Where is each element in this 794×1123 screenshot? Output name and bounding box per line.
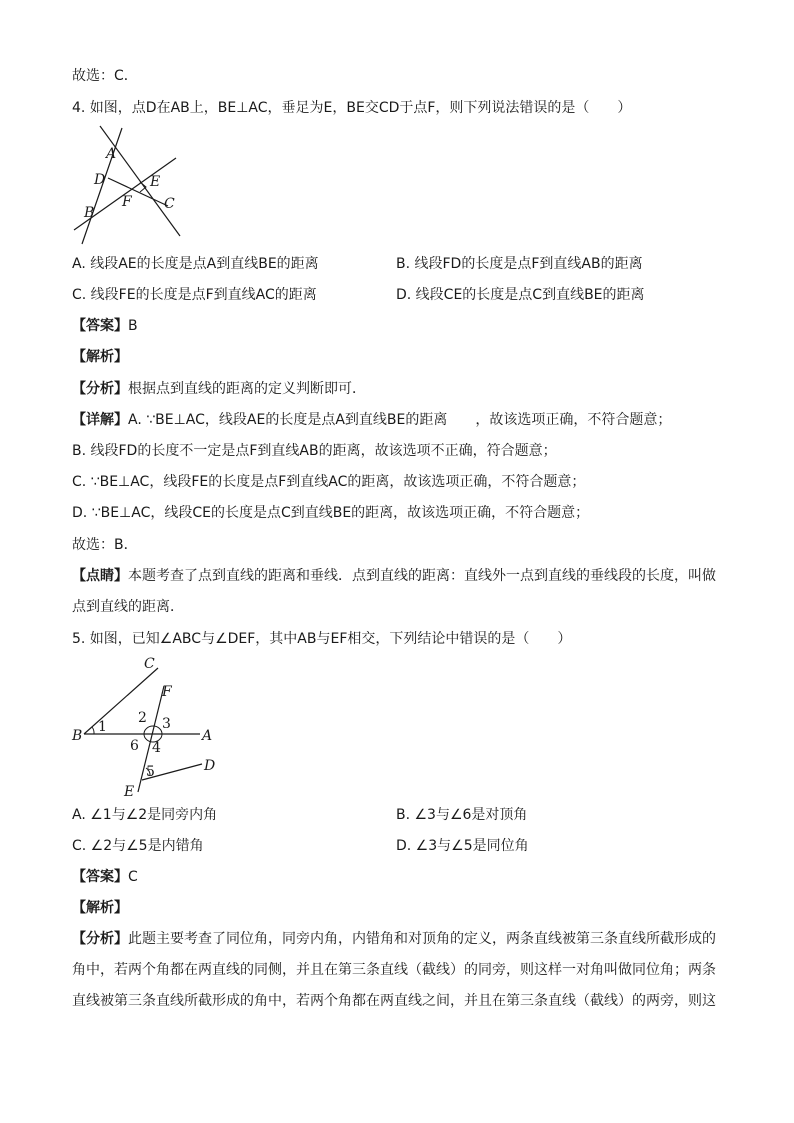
q4-label-e: E <box>150 174 161 190</box>
q4-fenxi-text: 根据点到直线的距离的定义判断即可． <box>128 381 366 397</box>
q5-label-a: A <box>202 728 213 744</box>
q4-stem: 4. 如图，点D在AB上，BE⊥AC，垂足为E，BE交CD于点F，则下列说法错误的是（ ） <box>72 100 632 116</box>
q5-figure <box>66 652 236 800</box>
q4-fenxi <box>72 379 366 399</box>
q4-label-b: B <box>84 205 95 221</box>
q5-analysis-label: 【解析】 <box>72 900 128 916</box>
q5-angle-4: 4 <box>152 740 161 756</box>
q4-analysis-label: 【解析】 <box>72 349 128 365</box>
q5-label-c: C <box>144 656 155 672</box>
q4-option-c: C. 线段FE的长度是点F到直线AC的距离 <box>72 287 317 303</box>
q5-fenxi-2: 角中，若两个角都在两直线的同侧，并且在第三条直线（截线）的同旁，则这样一对角叫做同位角；两条 <box>72 962 716 978</box>
q5-fenxi-label: 【分析】 <box>72 931 128 947</box>
q4-conclusion: 故选：B． <box>72 537 138 553</box>
q4-option-a: A. 线段AE的长度是点A到直线BE的距离 <box>72 256 319 272</box>
q4-figure <box>68 120 188 250</box>
q4-dianjing-text: 本题考查了点到直线的距离和垂线．点到直线的距离：直线外一点到直线的垂线段的长度，叫做 <box>128 568 716 584</box>
q4-option-b: B. 线段FD的长度是点F到直线AB的距离 <box>396 256 643 272</box>
q4-answer-label: 【答案】 <box>72 318 128 334</box>
q4-answer <box>72 316 138 336</box>
q5-stem: 5. 如图，已知∠ABC与∠DEF，其中AB与EF相交，下列结论中错误的是（ ） <box>72 631 572 647</box>
q3-conclusion: 故选：C． <box>72 68 138 84</box>
q4-label-c: C <box>164 196 175 212</box>
q4-xiangjie-c: C. ∵BE⊥AC，线段FE的长度是点F到直线AC的距离，故该选项正确，不符合题意； <box>72 474 586 490</box>
q4-xiangjie-label: 【详解】 <box>72 412 128 428</box>
q4-xiangjie-text-a: A. ∵BE⊥AC，线段AE的长度是点A到直线BE的距离 ，故该选项正确，不符合题意； <box>128 412 672 428</box>
q5-fenxi-1 <box>72 929 716 949</box>
q5-angle-6: 6 <box>130 738 139 754</box>
q4-dianjing-cont: 点到直线的距离． <box>72 599 184 615</box>
q5-label-b: B <box>72 728 83 744</box>
q4-dianjing-label: 【点睛】 <box>72 568 128 584</box>
q4-label-a: A <box>106 146 117 162</box>
q5-fenxi-text-1: 此题主要考查了同位角，同旁内角，内错角和对顶角的定义，两条直线被第三条直线所截形成的 <box>128 931 716 947</box>
q5-angle-2: 2 <box>138 710 147 726</box>
q5-label-f: F <box>162 684 172 700</box>
q4-xiangjie-d: D. ∵BE⊥AC，线段CE的长度是点C到直线BE的距离，故该选项正确，不符合题意； <box>72 505 590 521</box>
q5-fenxi-3: 直线被第三条直线所截形成的角中，若两个角都在两直线之间，并且在第三条直线（截线）的两旁，则这 <box>72 993 716 1009</box>
q4-xiangjie-a <box>72 410 671 430</box>
q5-label-d: D <box>204 758 216 774</box>
q4-xiangjie-b: B. 线段FD的长度不一定是点F到直线AB的距离，故该选项不正确，符合题意； <box>72 443 557 459</box>
q5-option-d: D. ∠3与∠5是同位角 <box>396 838 529 854</box>
q5-label-e: E <box>124 784 135 800</box>
q5-angle-3: 3 <box>162 716 171 732</box>
q5-option-b: B. ∠3与∠6是对顶角 <box>396 807 528 823</box>
q5-angle-5: 5 <box>146 764 155 780</box>
q5-option-a: A. ∠1与∠2是同旁内角 <box>72 807 218 823</box>
q5-answer-value: C <box>128 869 138 885</box>
q4-answer-value: B <box>128 318 138 334</box>
q4-label-d: D <box>94 172 106 188</box>
q4-label-f: F <box>122 194 132 210</box>
q5-option-c: C. ∠2与∠5是内错角 <box>72 838 204 854</box>
q5-answer <box>72 867 138 887</box>
q4-fenxi-label: 【分析】 <box>72 381 128 397</box>
q5-answer-label: 【答案】 <box>72 869 128 885</box>
q4-dianjing <box>72 566 716 586</box>
q5-angle-1: 1 <box>98 719 107 735</box>
q4-option-d: D. 线段CE的长度是点C到直线BE的距离 <box>396 287 645 303</box>
